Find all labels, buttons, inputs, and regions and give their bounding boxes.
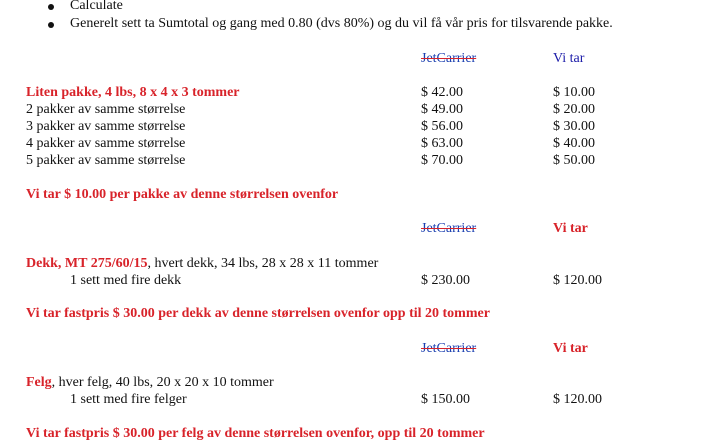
rim-note: Vi tar fastpris $ 30.00 per felg av denne størrelsen ovenfor, opp til 20 tommer <box>26 426 485 441</box>
header-jetcarrier: JetCarrier <box>421 341 477 356</box>
small-row-jc: $ 49.00 <box>421 102 463 117</box>
tire-title-bold: Dekk, MT 275/60/15 <box>26 256 148 271</box>
small-row-label: 5 pakker av samme størrelse <box>26 153 186 168</box>
small-row-vt: $ 20.00 <box>553 102 595 117</box>
small-title-jc: $ 42.00 <box>421 85 463 100</box>
tire-row-jc: $ 230.00 <box>421 273 470 288</box>
small-package-note: Vi tar $ 10.00 per pakke av denne størrelsen ovenfor <box>26 187 339 202</box>
bullet-calculate: Calculate <box>70 0 123 13</box>
small-row-jc: $ 63.00 <box>421 136 463 151</box>
small-title-vt: $ 10.00 <box>553 85 595 100</box>
bullet-instruction: Generelt sett ta Sumtotal og gang med 0.80 (dvs 80%) og du vil få vår pris for tilsvarende pakke. <box>70 16 613 31</box>
tire-title-rest: , hvert dekk, 34 lbs, 28 x 28 x 11 tommer <box>147 256 379 271</box>
tire-title <box>26 256 378 272</box>
bullet-dot <box>48 22 54 28</box>
tire-row-label: 1 sett med fire dekk <box>70 273 182 288</box>
small-row-label: 4 pakker av samme størrelse <box>26 136 186 151</box>
rim-row-vt: $ 120.00 <box>553 392 602 407</box>
rim-row-label: 1 sett med fire felger <box>70 392 187 407</box>
small-row-vt: $ 30.00 <box>553 119 595 134</box>
rim-title <box>26 375 274 391</box>
bullet-dot <box>48 4 54 10</box>
rim-title-bold: Felg <box>26 375 52 390</box>
rim-title-rest: , hver felg, 40 lbs, 20 x 20 x 10 tommer <box>51 375 274 390</box>
header-vi-tar: Vi tar <box>553 341 588 356</box>
small-row-jc: $ 56.00 <box>421 119 463 134</box>
tire-note: Vi tar fastpris $ 30.00 per dekk av denne størrelsen ovenfor opp til 20 tommer <box>26 306 490 321</box>
header-jetcarrier: JetCarrier <box>421 51 477 66</box>
header-vi-tar: Vi tar <box>553 51 585 66</box>
small-row-label: 2 pakker av samme størrelse <box>26 102 186 117</box>
tire-row-vt: $ 120.00 <box>553 273 602 288</box>
small-row-jc: $ 70.00 <box>421 153 463 168</box>
header-vi-tar: Vi tar <box>553 221 588 236</box>
header-jetcarrier: JetCarrier <box>421 221 477 236</box>
small-package-title: Liten pakke, 4 lbs, 8 x 4 x 3 tommer <box>26 85 240 100</box>
small-row-vt: $ 40.00 <box>553 136 595 151</box>
small-row-vt: $ 50.00 <box>553 153 595 168</box>
rim-row-jc: $ 150.00 <box>421 392 470 407</box>
small-row-label: 3 pakker av samme størrelse <box>26 119 186 134</box>
